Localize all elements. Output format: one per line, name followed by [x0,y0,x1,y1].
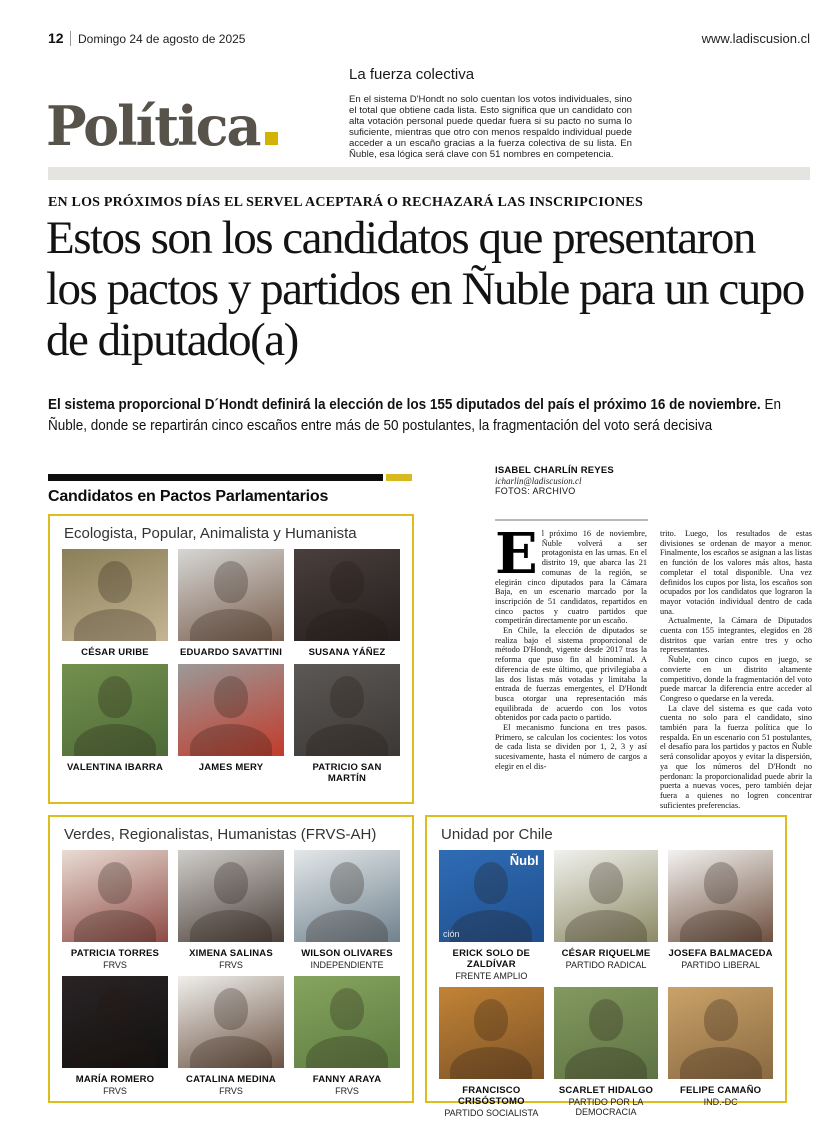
candidate-name: PATRICIO SAN MARTÍN [312,762,382,784]
candidate-grid [50,850,412,1096]
candidate-photo [62,850,168,942]
candidate-card [294,850,400,970]
candidate-photo [178,549,284,641]
candidate-card [178,664,284,784]
candidate-party: FRVS [219,960,243,970]
candidate-grid [50,549,412,784]
candidate-photo [439,850,544,942]
candidate-card [668,987,773,1118]
candidate-card [294,664,400,784]
candidate-card [178,549,284,658]
photo-backdrop-text: ción [443,929,460,939]
photo-backdrop-text: Ñubl [509,853,539,868]
candidate-card [62,664,168,784]
section-title-text: Política [46,94,260,158]
pact-title: Ecologista, Popular, Animalista y Humanista [64,525,357,542]
article-paragraph [495,521,647,626]
candidate-party: FRVS [103,1086,127,1096]
candidate-name: EDUARDO SAVATTINI [179,647,283,658]
candidate-party: FRVS [335,1086,359,1096]
candidate-photo [554,850,659,942]
candidate-name: SUSANA YÁÑEZ [308,647,386,658]
candidate-photo [62,549,168,641]
byline-author: ISABEL CHARLÍN REYES [495,465,614,476]
candidate-photo [178,664,284,756]
divider-bar [48,167,810,180]
candidate-photo [668,987,773,1079]
candidate-name: FELIPE CAMAÑO [680,1085,762,1096]
candidate-card [294,549,400,658]
pact-box-unidad [425,815,787,1118]
article-text: l próximo 16 de noviembre, Ñuble volverá a ser protagonista en las urnas. En el distrito 19, que abarca las 21 comunas de la región, se elegirán cinco diputados para la Cámara Baja, en un escenario marcado por la inscripción de 51 candidatos, repartidos en cinco pactos y cuatro partidos que competirán directamente por un escaño. [495,529,647,626]
byline-email[interactable]: icharlin@ladiscusion.cl [495,476,582,486]
candidate-name: SCARLET HIDALGO [558,1085,654,1096]
section-rule-yellow [386,474,412,481]
article-paragraph: Actualmente, la Cámara de Diputados cuenta con 155 integrantes, elegidos en 28 distritos que varían entre tres y ocho representantes. [660,616,812,655]
candidate-party: INDEPENDIENTE [310,960,384,970]
candidate-grid [427,850,785,1118]
candidate-card [439,850,544,981]
candidate-card [294,976,400,1096]
candidate-party: FRVS [103,960,127,970]
candidate-name: VALENTINA IBARRA [66,762,164,773]
pact-title: Unidad por Chile [441,826,553,843]
section-rule [48,474,412,481]
article-paragraph: En Chile, la elección de diputados se realiza bajo el sistema proporcional de método D'Hondt, vigente desde 2017 tras la reforma que puso fin al binominal. A diferencia de este último, que privilegiaba a las dos listas más votadas y limitaba la entrada de fuerzas emergentes, el D'Hondt busca otorgar una representación más equilibrada de acuerdo con los votos obtenidos por cada pacto o partido. [495,626,647,723]
pact-box-verdes [48,815,414,1103]
candidate-card [178,976,284,1096]
candidate-photo [294,549,400,641]
yellow-square-icon [265,132,278,145]
dropcap: E [495,521,538,587]
lead-bold: El sistema proporcional D´Hondt definirá la elección de los 155 diputados del país el próximo 16 de noviembre. [48,396,761,413]
candidate-photo [294,976,400,1068]
candidate-photo [439,987,544,1079]
article-paragraph: La clave del sistema es que cada voto cuenta no solo para el candidato, sino también para la fuerza política que lo respalda. En un escenario con 51 postulantes, el desafío para los partidos y pactos en Ñuble será consolidar apoyos y evitar la dispersión, ya que los números del D'Hondt no perdonan: la proporcionalidad puede abrir la puerta a nuevas voces, pero también dejar fuera a quienes no logren concentrar suficientes preferencias. [660,703,812,810]
candidate-name: CÉSAR RIQUELME [561,948,651,959]
candidate-photo [294,664,400,756]
candidate-photo [178,976,284,1068]
candidate-card [439,987,544,1118]
article-paragraph: trito. Luego, los resultados de estas divisiones se ordenan de mayor a menor. Finalmente, los escaños se asignan a las listas en función de los valores más altos, hasta completar el total disponible. Una vez definidos los cupos por lista, los escaños son ocupados por los candidatos que lograron la mayor votación individual dentro de cada una. [660,529,812,616]
candidate-name: WILSON OLIVARES [301,948,393,959]
byline-photo-credit: FOTOS: ARCHIVO [495,486,576,496]
candidate-name: ERICK SOLO DE ZALDÍVAR [452,948,531,970]
candidate-name: XIMENA SALINAS [189,948,273,959]
candidate-card [62,850,168,970]
note-title: La fuerza colectiva [349,66,475,83]
article-paragraph: El mecanismo funciona en tres pasos. Primero, se calculan los cocientes: los votos de cada lista se dividen por 1, 2, 3 y así sucesivamente, hasta el número de cargos a elegir en el dis- [495,723,647,771]
candidate-name: MARÍA ROMERO [75,1074,155,1085]
candidate-party: IND.-DC [703,1097,738,1107]
candidate-party: FRENTE AMPLIO [455,971,528,981]
candidate-card [62,549,168,658]
pact-title: Verdes, Regionalistas, Humanistas (FRVS-AH) [64,826,377,843]
candidate-name: JAMES MERY [198,762,264,773]
section-title [46,94,278,158]
article-body [495,521,813,810]
candidate-photo [178,850,284,942]
article-column-1 [495,521,647,810]
edition-date: Domingo 24 de agosto de 2025 [78,32,246,46]
candidate-party: PARTIDO POR LA DEMOCRACIA [568,1097,644,1117]
candidate-name: PATRICIA TORRES [70,948,160,959]
headline: Estos son los candidatos que presentaron los pactos y partidos en Ñuble para un cupo de diputado(a) [46,212,804,366]
pact-box-ecologista [48,514,414,804]
candidate-photo [62,664,168,756]
note-body: En el sistema D'Hondt no solo cuentan los votos individuales, sino el total que obtiene cada lista. Esto significa que un candidato con alta votación personal puede quedar fuera si su pacto no suma lo suficiente, mientras que otro con menos respaldo individual puede acceder a un escaño gracias a la fuerza colectiva de su lista. En Ñuble, esa lógica será clave con 51 nombres en competencia. [349,94,632,160]
page-number: 12 [48,30,64,46]
kicker: EN LOS PRÓXIMOS DÍAS EL SERVEL ACEPTARÁ O RECHAZARÁ LAS INSCRIPCIONES [48,195,643,210]
lead-rest: En Ñuble, donde se repartirán cinco escaños entre más de 50 postulantes, la fragmentación del voto será decisiva [48,396,781,434]
candidate-card [554,987,659,1118]
byline [495,465,665,496]
masthead [48,30,810,52]
article-column-2 [660,529,812,810]
candidate-photo [62,976,168,1068]
masthead-divider [70,31,71,46]
candidate-card [668,850,773,981]
candidate-party: PARTIDO SOCIALISTA [444,1108,539,1118]
candidates-section-label: Candidatos en Pactos Parlamentarios [48,488,329,505]
candidate-name: JOSEFA BALMACEDA [668,948,773,959]
candidate-party: PARTIDO LIBERAL [681,960,760,970]
candidate-card [178,850,284,970]
candidate-name: CÉSAR URIBE [81,647,149,658]
section-rule-black [48,474,383,481]
sidebar-note [349,66,632,160]
candidate-card [554,850,659,981]
article-paragraph: Ñuble, con cinco cupos en juego, se convierte en un distrito altamente competitivo, donde la fragmentación del voto puede marcar la diferencia entre acceder al Congreso o quedarse en la vereda. [660,655,812,703]
candidate-name: FRANCISCO CRISÓSTOMO [457,1085,525,1107]
candidate-card [62,976,168,1096]
candidate-name: CATALINA MEDINA [186,1074,276,1085]
candidate-photo [554,987,659,1079]
candidate-party: PARTIDO RADICAL [565,960,647,970]
candidate-party: FRVS [219,1086,243,1096]
candidate-photo [668,850,773,942]
candidate-photo [294,850,400,942]
candidate-name: FANNY ARAYA [312,1074,382,1085]
lead-paragraph [48,394,809,436]
website-link[interactable]: www.ladiscusion.cl [701,31,810,46]
